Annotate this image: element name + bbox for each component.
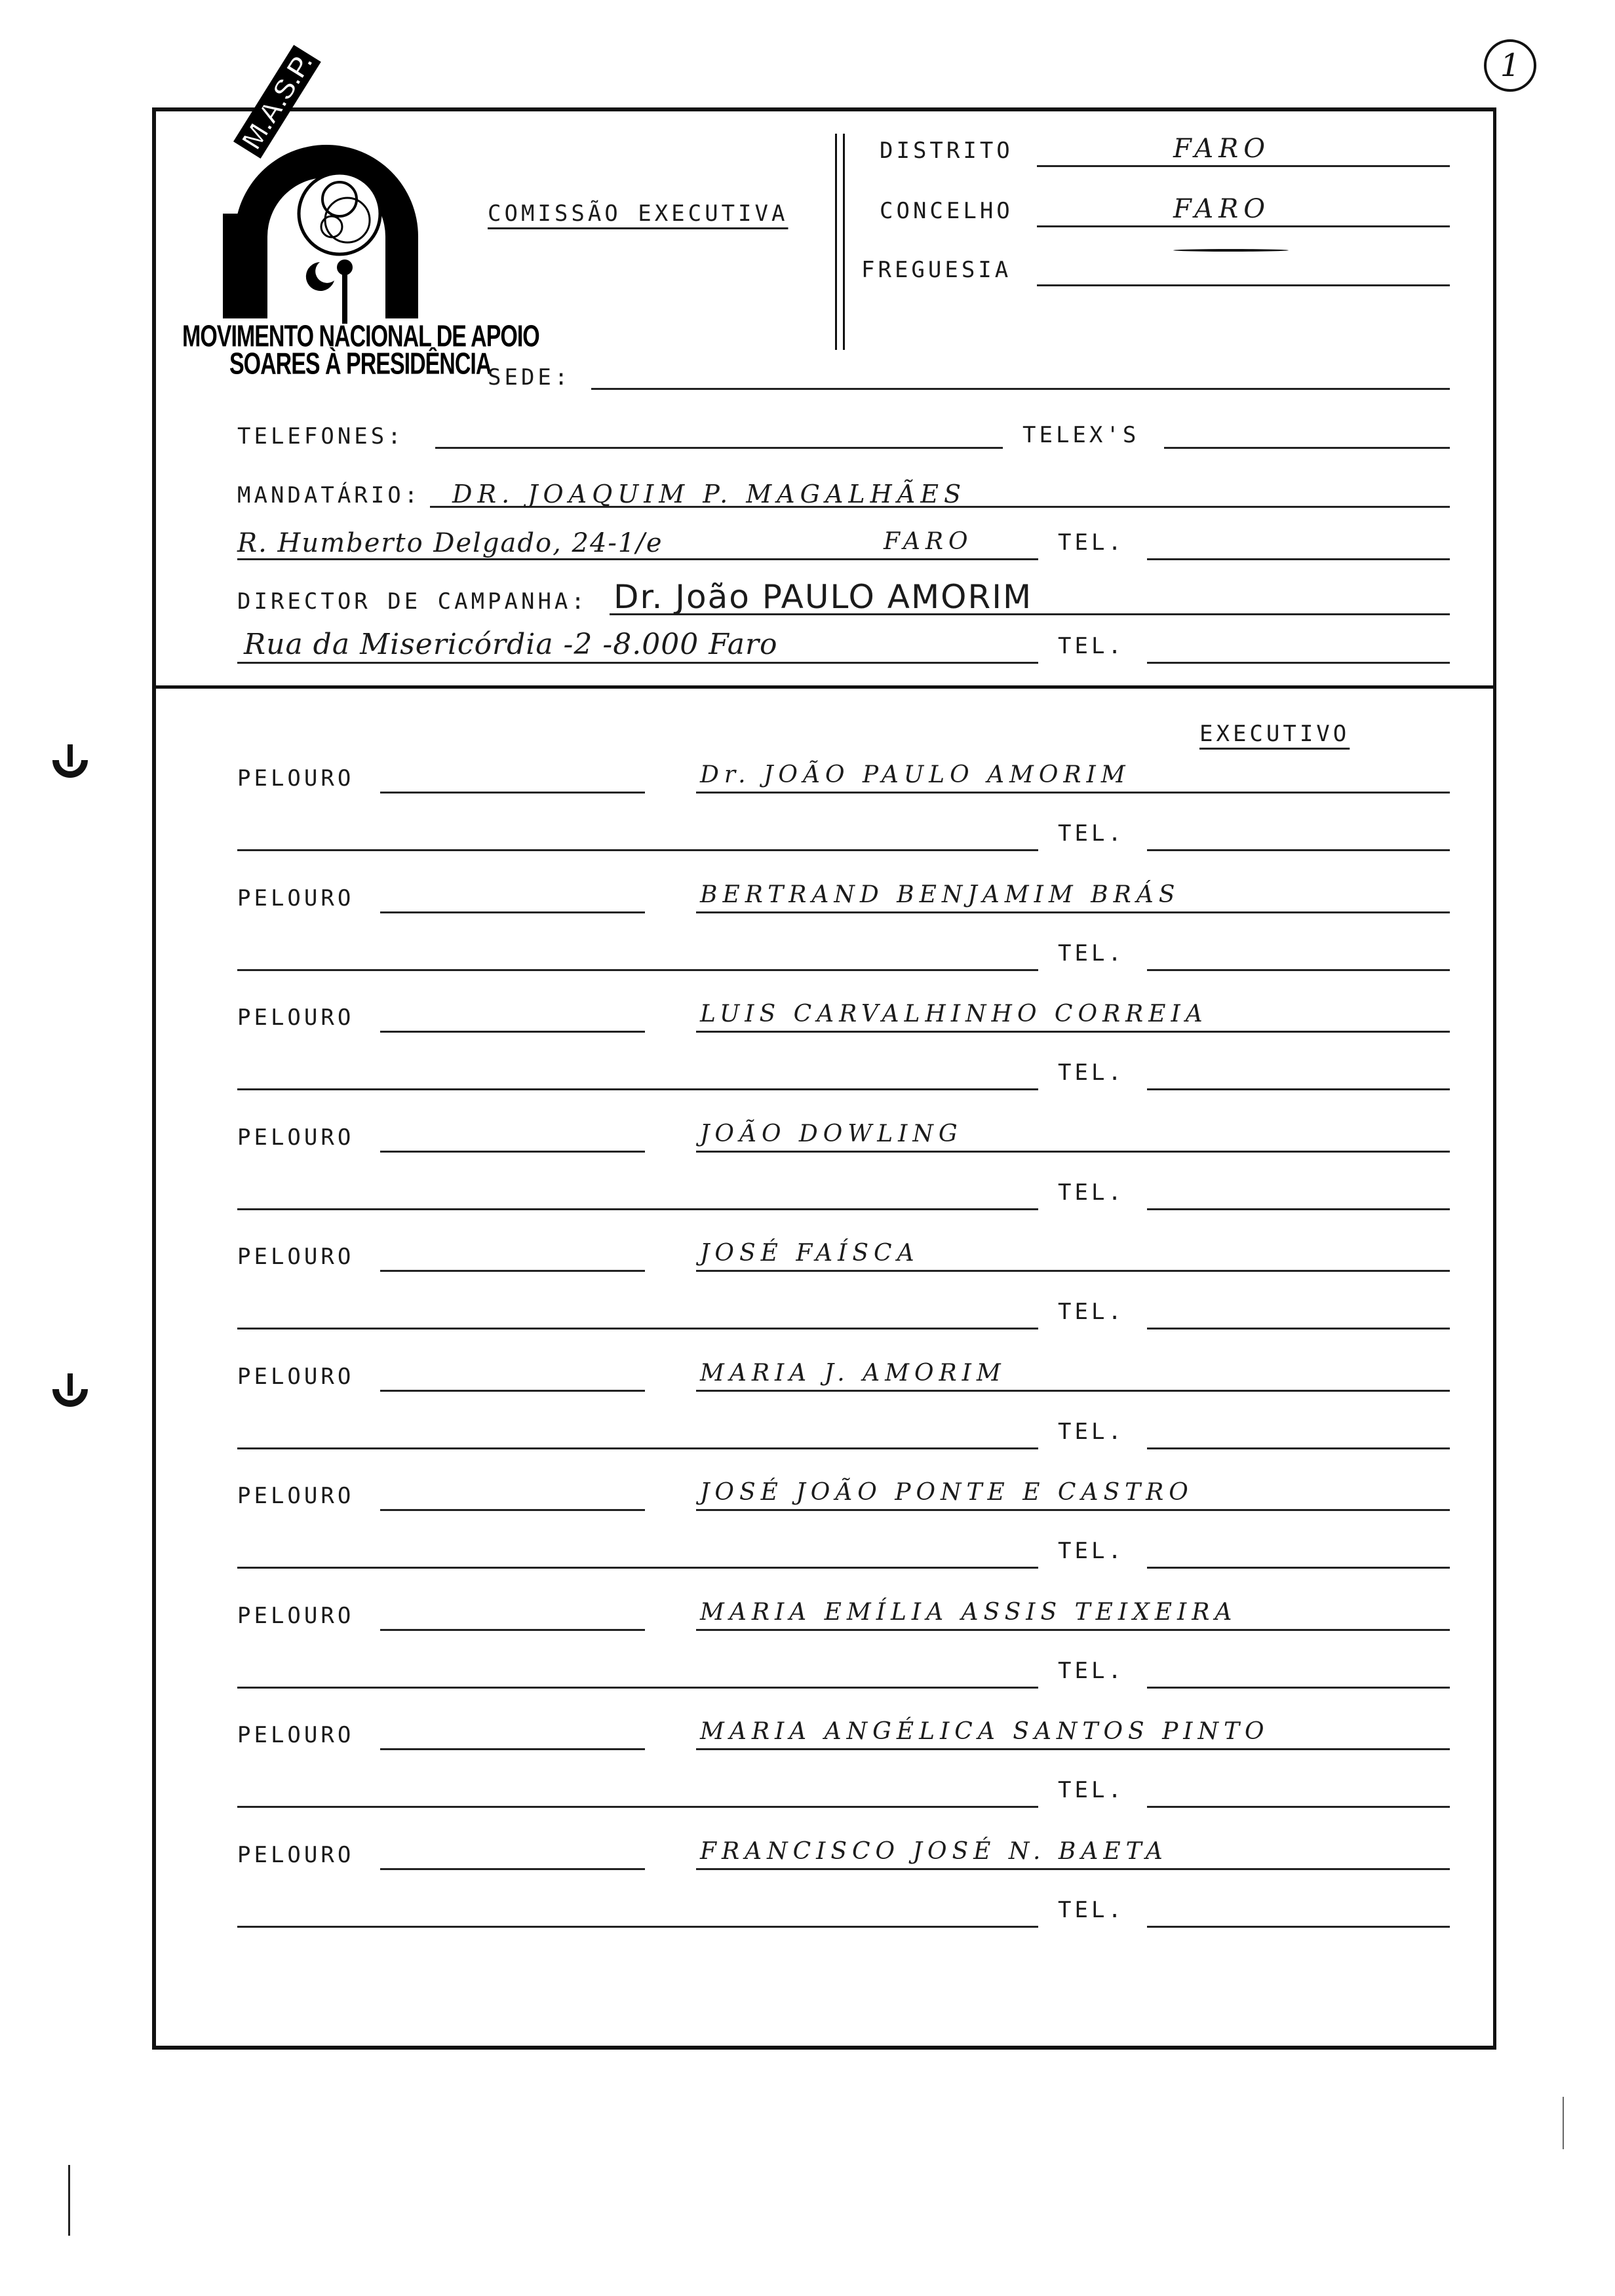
pelouro-label: PELOURO <box>237 1603 355 1629</box>
mandatario-label: MANDATÁRIO: <box>237 482 421 508</box>
mandatario-address: R. Humberto Delgado, 24-1/e <box>237 528 663 558</box>
mandatario-address-line <box>237 558 1038 560</box>
punch-hole-mark <box>47 740 93 786</box>
pelouro-tel-line <box>1147 1926 1450 1928</box>
pelouro-address-line <box>237 1447 1038 1449</box>
pelouro-name-line <box>696 1390 1450 1392</box>
pelouro-tel-label: TEL. <box>1058 940 1125 966</box>
pelouro-field-line <box>380 1270 645 1272</box>
telefones-line <box>435 447 1003 449</box>
punch-hole-mark <box>47 1369 93 1415</box>
telefones-label: TELEFONES: <box>237 423 404 450</box>
pelouro-member-name: MARIA J. AMORIM <box>700 1360 1006 1387</box>
pelouro-member-name: JOSÉ JOÃO PONTE E CASTRO <box>700 1479 1194 1506</box>
freguesia-line <box>1037 284 1450 286</box>
pelouro-member-name: FRANCISCO JOSÉ N. BAETA <box>700 1838 1168 1865</box>
pelouro-label: PELOURO <box>237 1364 355 1390</box>
pelouro-tel-line <box>1147 1567 1450 1569</box>
logo-line2: SOARES À PRESIDÊNCIA <box>229 347 492 381</box>
masp-logo <box>182 48 539 384</box>
pelouro-address-line <box>237 1806 1038 1808</box>
pelouro-label: PELOURO <box>237 765 355 792</box>
pelouro-label: PELOURO <box>237 1124 355 1151</box>
pelouro-name-line <box>696 1031 1450 1033</box>
header-divider <box>152 685 1493 689</box>
director-label: DIRECTOR DE CAMPANHA: <box>237 588 588 615</box>
pelouro-name-line <box>696 1629 1450 1631</box>
pelouro-tel-line <box>1147 1088 1450 1090</box>
pelouro-name-line <box>696 1868 1450 1870</box>
pelouro-field-line <box>380 1868 645 1870</box>
pelouro-address-line <box>237 1088 1038 1090</box>
pelouro-name-line <box>696 1151 1450 1153</box>
pelouro-label: PELOURO <box>237 1483 355 1509</box>
director-tel-line <box>1147 662 1450 664</box>
pelouro-tel-line <box>1147 969 1450 971</box>
pelouro-field-line <box>380 1509 645 1511</box>
concelho-line <box>1037 225 1450 227</box>
freguesia-label: FREGUESIA <box>861 257 1012 283</box>
pelouro-label: PELOURO <box>237 1842 355 1868</box>
pelouro-member-name: BERTRAND BENJAMIM BRÁS <box>700 881 1180 908</box>
pelouro-field-line <box>380 911 645 913</box>
pelouro-tel-label: TEL. <box>1058 1897 1125 1923</box>
pelouro-name-line <box>696 1509 1450 1511</box>
pelouro-address-line <box>237 1208 1038 1210</box>
pelouro-field-line <box>380 1031 645 1033</box>
pelouro-member-name: Dr. JOÃO PAULO AMORIM <box>700 761 1131 788</box>
pelouro-field-line <box>380 1629 645 1631</box>
pelouro-field-line <box>380 792 645 794</box>
mandatario-city: FARO <box>884 528 973 555</box>
pelouro-label: PELOURO <box>237 1244 355 1270</box>
pelouro-tel-line <box>1147 1806 1450 1808</box>
pelouro-address-line <box>237 1567 1038 1569</box>
pelouro-tel-label: TEL. <box>1058 1538 1125 1564</box>
mandatario-tel-label: TEL. <box>1058 529 1125 556</box>
pelouro-address-line <box>237 1328 1038 1330</box>
pelouro-tel-label: TEL. <box>1058 1060 1125 1086</box>
pelouro-member-name: MARIA EMÍLIA ASSIS TEIXEIRA <box>700 1599 1237 1626</box>
page-number <box>1484 39 1536 92</box>
sede-line <box>591 388 1450 390</box>
pelouro-tel-label: TEL. <box>1058 820 1125 847</box>
logo-acronym: M.A.S.P. <box>233 45 321 159</box>
pelouro-tel-line <box>1147 1687 1450 1689</box>
pelouro-tel-line <box>1147 1447 1450 1449</box>
header-vertical-divider <box>835 134 837 350</box>
scan-margin-mark <box>1563 2097 1564 2149</box>
pelouro-field-line <box>380 1151 645 1153</box>
director-tel-label: TEL. <box>1058 633 1125 659</box>
sede-label: SEDE: <box>488 364 572 391</box>
pelouro-label: PELOURO <box>237 1722 355 1748</box>
header-vertical-divider <box>843 134 845 350</box>
pelouro-address-line <box>237 849 1038 851</box>
pelouro-address-line <box>237 969 1038 971</box>
pelouro-member-name: JOÃO DOWLING <box>700 1120 963 1147</box>
page-title: COMISSÃO EXECUTIVA <box>488 201 788 227</box>
telex-line <box>1164 447 1450 449</box>
telex-label: TELEX'S <box>1022 422 1140 448</box>
pelouro-member-name: JOSÉ FAÍSCA <box>700 1240 920 1267</box>
pelouro-member-name: LUIS CARVALHINHO CORREIA <box>700 1001 1208 1027</box>
director-address: Rua da Misericórdia -2 -8.000 Faro <box>244 628 778 661</box>
distrito-line <box>1037 165 1450 167</box>
scan-margin-mark <box>68 2165 70 2236</box>
mandatario-name: DR. JOAQUIM P. MAGALHÃES <box>452 480 967 508</box>
pelouro-name-line <box>696 792 1450 794</box>
page-number-text: 1 <box>1500 47 1521 84</box>
pelouro-name-line <box>696 1748 1450 1750</box>
pelouro-field-line <box>380 1390 645 1392</box>
distrito-value: FARO <box>1173 134 1271 164</box>
pelouro-address-line <box>237 1926 1038 1928</box>
mandatario-tel-line <box>1147 558 1450 560</box>
concelho-value: FARO <box>1173 194 1271 224</box>
pelouro-tel-label: TEL. <box>1058 1658 1125 1684</box>
concelho-label: CONCELHO <box>880 198 1013 224</box>
distrito-label: DISTRITO <box>880 138 1013 164</box>
pelouro-tel-label: TEL. <box>1058 1299 1125 1325</box>
director-address-line <box>237 662 1038 664</box>
pelouro-name-line <box>696 911 1450 913</box>
form-frame <box>152 107 1496 2050</box>
logo-line1: MOVIMENTO NACIONAL DE APOIO <box>182 320 539 354</box>
section-title: EXECUTIVO <box>1199 721 1350 747</box>
pelouro-label: PELOURO <box>237 885 355 911</box>
pelouro-tel-label: TEL. <box>1058 1777 1125 1803</box>
pelouro-tel-line <box>1147 1328 1450 1330</box>
director-name: Dr. João PAULO AMORIM <box>613 578 1033 616</box>
pelouro-tel-line <box>1147 1208 1450 1210</box>
concelho-underline-stroke <box>1173 249 1289 252</box>
pelouro-address-line <box>237 1687 1038 1689</box>
pelouro-tel-line <box>1147 849 1450 851</box>
masp-emblem <box>182 122 510 325</box>
pelouro-field-line <box>380 1748 645 1750</box>
pelouro-tel-label: TEL. <box>1058 1419 1125 1445</box>
pelouro-label: PELOURO <box>237 1004 355 1031</box>
pelouro-member-name: MARIA ANGÉLICA SANTOS PINTO <box>700 1718 1270 1745</box>
pelouro-tel-label: TEL. <box>1058 1179 1125 1206</box>
pelouro-name-line <box>696 1270 1450 1272</box>
